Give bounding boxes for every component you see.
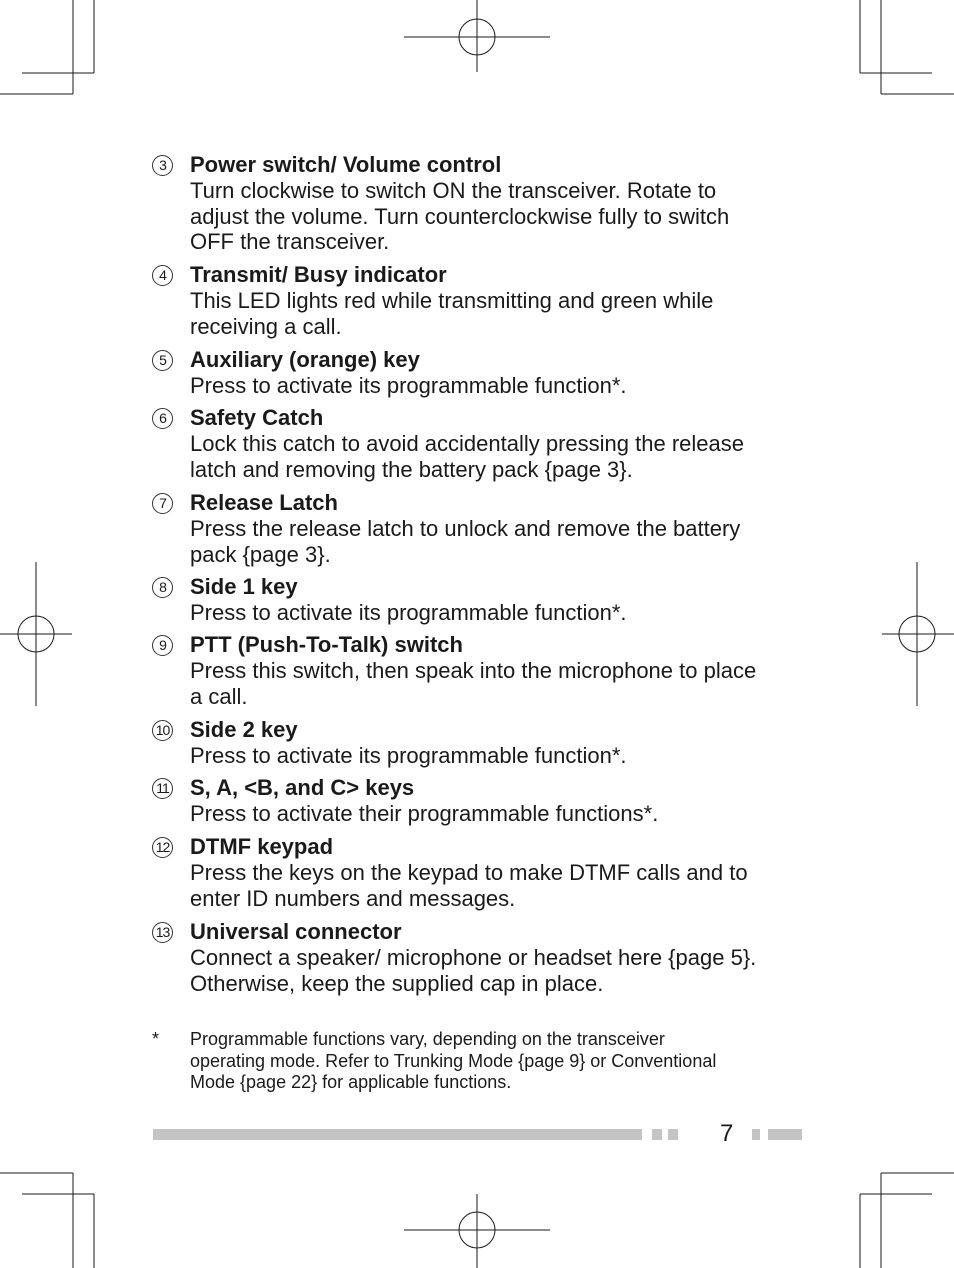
item-number: 4 [152,265,173,286]
item-number: 12 [152,837,173,858]
item-title: Transmit/ Busy indicator [190,262,447,287]
item-title: Side 2 key [190,717,298,742]
item-number: 13 [152,922,173,943]
item-title: Auxiliary (orange) key [190,347,420,372]
footer-bar-square [668,1129,678,1140]
item-title: DTMF keypad [190,834,334,859]
item-description [190,860,812,911]
footer-bar-short [768,1129,802,1140]
item-description [190,431,812,482]
desc-line: Press to activate their programmable functions*. [190,801,659,826]
item-title: Release Latch [190,490,338,515]
desc-line: Press to activate its programmable function*. [190,743,627,768]
desc-line: Press this switch, then speak into the microphone to place [190,658,757,683]
footnote-text [190,1029,812,1094]
item-number: 8 [152,577,173,598]
list-item [152,632,812,709]
list-item [152,834,812,911]
item-description [190,945,812,996]
desc-line: enter ID numbers and messages. [190,885,516,911]
item-description [190,600,812,626]
desc-line: Press to activate its programmable function*. [190,373,627,398]
item-number: 5 [152,350,173,371]
item-description [190,178,812,255]
desc-line: Press the release latch to unlock and remove the battery [190,516,741,541]
registration-mark-right [882,562,954,706]
footer-bar-long [153,1129,642,1140]
item-title: Safety Catch [190,405,324,430]
item-number: 7 [152,493,173,514]
footnote [152,1029,812,1094]
item-description [190,516,812,567]
registration-mark-left [0,562,72,706]
page-number: 7 [720,1120,734,1147]
desc-line: receiving a call. [190,313,342,339]
desc-line: latch and removing the battery pack {page 3}. [190,456,633,482]
list-item [152,775,812,827]
desc-line: OFF the transceiver. [190,229,390,254]
item-number: 6 [152,408,173,429]
item-description [190,743,812,769]
desc-line: This LED lights red while transmitting and green while [190,288,714,313]
registration-mark-top [404,0,550,72]
item-number: 3 [152,155,173,176]
desc-line: Lock this catch to avoid accidentally pressing the release [190,431,744,456]
footnote-marker: * [152,1029,160,1049]
desc-line: adjust the volume. Turn counterclockwise fully to switch [190,203,730,229]
desc-line: Otherwise, keep the supplied cap in place. [190,970,604,996]
list-item [152,919,812,996]
footer-bar-square [752,1129,760,1140]
registration-mark-bottom [404,1194,550,1268]
item-title: Power switch/ Volume control [190,152,502,177]
desc-line: Connect a speaker/ microphone or headset here {page 5}. [190,945,757,970]
desc-line: pack {page 3}. [190,541,331,567]
item-number: 10 [152,720,173,741]
list-item [152,405,812,482]
item-title: Universal connector [190,919,402,944]
list-item [152,717,812,769]
desc-line: a call. [190,683,248,709]
item-description [190,288,812,339]
list-item [152,347,812,399]
item-title: Side 1 key [190,574,298,599]
list-item [152,574,812,626]
list-item [152,490,812,567]
item-description [190,658,812,709]
desc-line: Press to activate its programmable function*. [190,600,627,625]
footer-bar-square [652,1129,662,1140]
footnote-line: Programmable functions vary, depending on the transceiver [190,1029,665,1049]
footnote-line: operating mode. Refer to Trunking Mode {page 9} or Conventional [190,1050,717,1071]
list-item [152,152,812,255]
desc-line: Turn clockwise to switch ON the transceiver. Rotate to [190,178,717,203]
item-description [190,373,812,399]
item-number: 11 [152,778,173,799]
item-number: 9 [152,635,173,656]
item-title: S, A, <B, and C> keys [190,775,415,800]
item-description [190,801,812,827]
footnote-line: Mode {page 22} for applicable functions. [190,1072,512,1092]
desc-line: Press the keys on the keypad to make DTMF calls and to [190,860,748,885]
item-title: PTT (Push-To-Talk) switch [190,632,463,657]
list-item [152,262,812,339]
